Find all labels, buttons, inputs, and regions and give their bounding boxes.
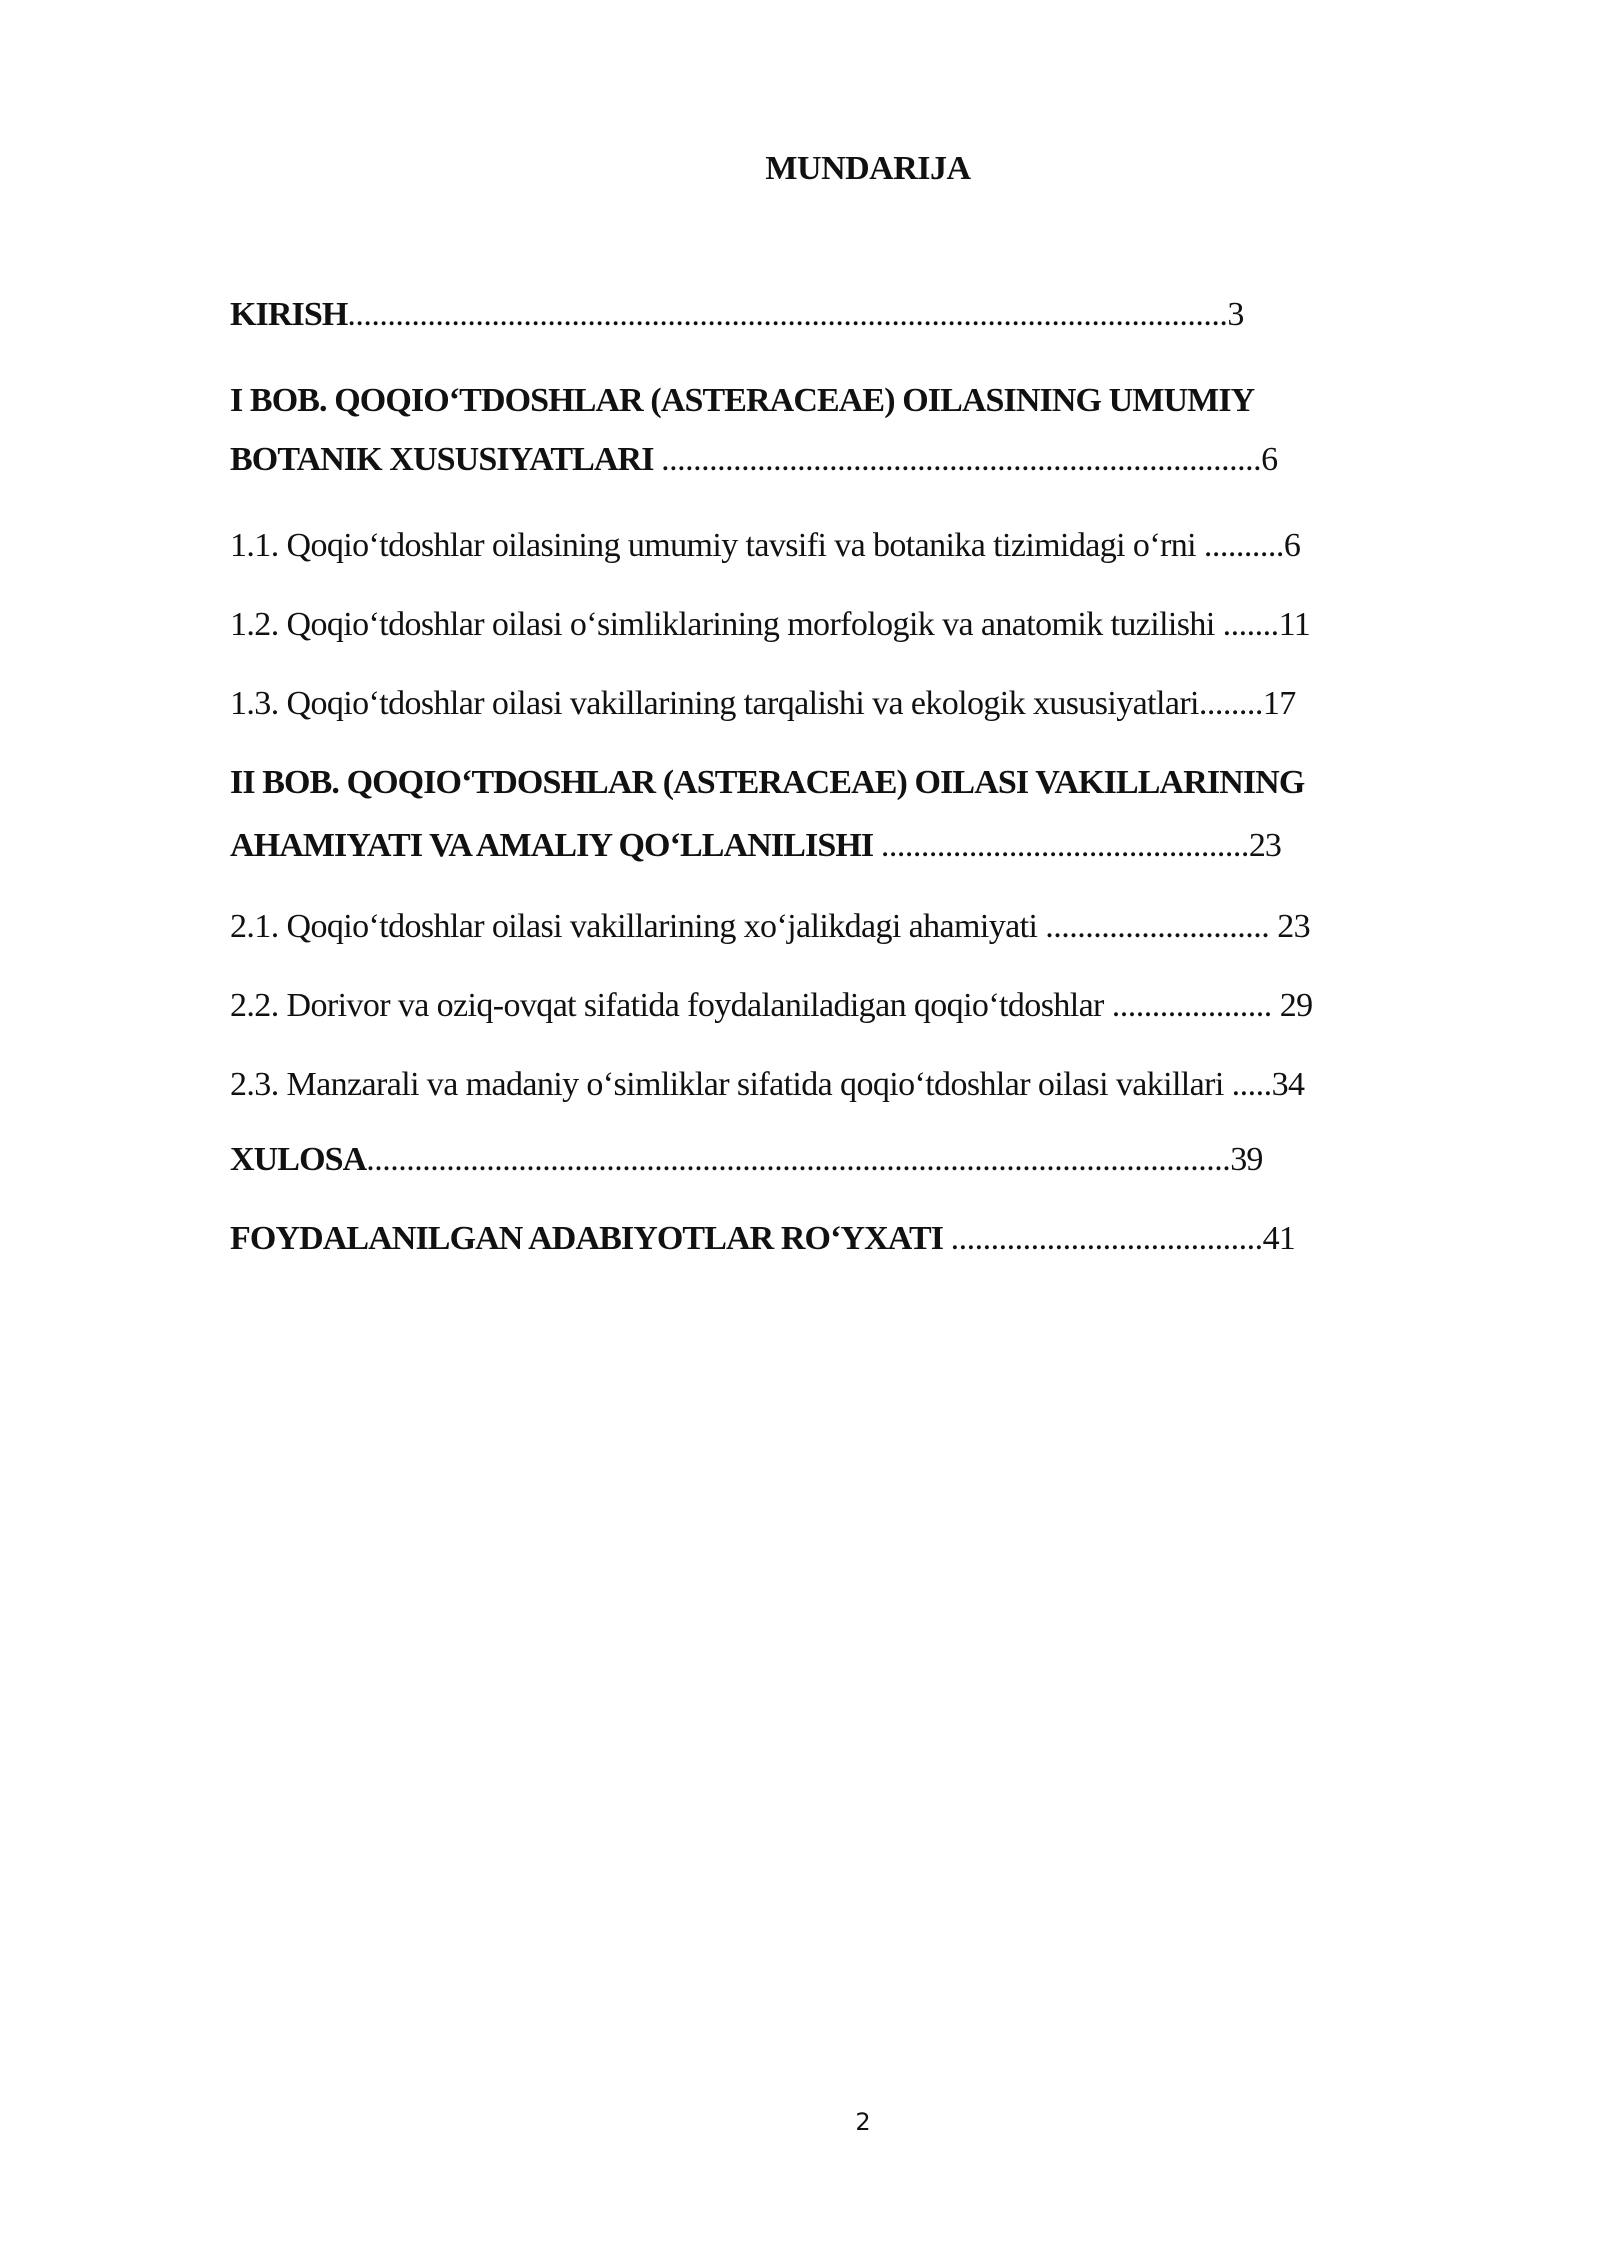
toc-page-number: 39 [1230, 1141, 1263, 1178]
toc-page-number: 17 [1262, 685, 1296, 722]
toc-entry-text: XULOSA [230, 1141, 367, 1178]
toc-entry-text: 2.3. Manzarali va madaniy o‘simliklar sifatida qoqio‘tdoshlar oilasi vakillari [230, 1066, 1232, 1103]
toc-entry-text: BOTANIK XUSUSIYATLARI [230, 441, 662, 478]
toc-section-1-2[interactable] [230, 606, 1310, 644]
toc-chapter-1-line-2[interactable] [230, 441, 1277, 479]
page-footer-number: 2 [855, 2108, 871, 2136]
toc-entry-text: KIRISH [230, 296, 348, 333]
toc-entry-text: 1.1. Qoqio‘tdoshlar oilasining umumiy tavsifi va botanika tizimidagi o‘rni [230, 527, 1204, 564]
toc-leader-dots: ........................................................................... [661, 441, 1262, 478]
toc-page-number: 23 [1277, 908, 1311, 945]
toc-page-number: 41 [1262, 1220, 1295, 1257]
toc-page-number: 6 [1261, 441, 1278, 478]
toc-entry-kirish[interactable] [230, 296, 1244, 334]
toc-page-number: 3 [1227, 296, 1244, 333]
toc-leader-dots: ....... [1222, 606, 1279, 643]
toc-page-number: 29 [1279, 987, 1313, 1024]
toc-chapter-2-line-1[interactable] [230, 764, 1304, 802]
toc-entry-text: 2.2. Dorivor va oziq-ovqat sifatida foydalaniladigan qoqio‘tdoshlar [230, 987, 1112, 1024]
toc-section-2-2[interactable] [230, 987, 1313, 1025]
toc-chapter-1-line-1[interactable] [230, 382, 1254, 420]
toc-leader-dots: .................... [1111, 987, 1280, 1024]
toc-entry-xulosa[interactable] [230, 1141, 1263, 1179]
toc-page-number: 11 [1278, 606, 1311, 643]
toc-entry-text: AHAMIYATI VA AMALIY QO‘LLANILISHI [230, 827, 881, 864]
toc-leader-dots: .......... [1203, 527, 1284, 564]
toc-entry-text: II BOB. QOQIO‘TDOSHLAR (ASTERACEAE) OILASI VAKILLARINING [230, 764, 1305, 801]
toc-leader-dots: ....................................... [950, 1220, 1263, 1257]
toc-leader-dots: .............................................. [880, 827, 1249, 864]
toc-section-1-1[interactable] [230, 527, 1300, 565]
toc-entry-references[interactable] [230, 1220, 1295, 1258]
toc-leader-dots: .............................................................................................................. [347, 296, 1228, 333]
toc-entry-text: 1.3. Qoqio‘tdoshlar oilasi vakillarining tarqalishi va ekologik xususiyatlari [230, 685, 1199, 722]
toc-entry-text: 1.2. Qoqio‘tdoshlar oilasi o‘simliklarining morfologik va anatomik tuzilishi [230, 606, 1223, 643]
toc-chapter-2-line-2[interactable] [230, 827, 1281, 865]
toc-section-2-3[interactable] [230, 1066, 1304, 1104]
toc-section-1-3[interactable] [230, 685, 1296, 723]
toc-entry-text: I BOB. QOQIO‘TDOSHLAR (ASTERACEAE) OILASINING UMUMIY [230, 382, 1255, 419]
toc-entry-text: 2.1. Qoqio‘tdoshlar oilasi vakillarining xo‘jalikdagi ahamiyati [230, 908, 1046, 945]
toc-page-number: 23 [1248, 827, 1282, 864]
toc-page-number: 34 [1271, 1066, 1305, 1103]
toc-page-number: 6 [1283, 527, 1301, 564]
toc-leader-dots: ............................ [1045, 908, 1278, 945]
toc-leader-dots: ..... [1231, 1066, 1272, 1103]
toc-entry-text: FOYDALANILGAN ADABIYOTLAR RO‘YXATI [230, 1220, 951, 1257]
toc-section-2-1[interactable] [230, 908, 1310, 946]
toc-leader-dots: ........ [1198, 685, 1263, 722]
toc-leader-dots: ............................................................................................................ [366, 1141, 1231, 1178]
page-title: MUNDARIJA [765, 150, 971, 187]
